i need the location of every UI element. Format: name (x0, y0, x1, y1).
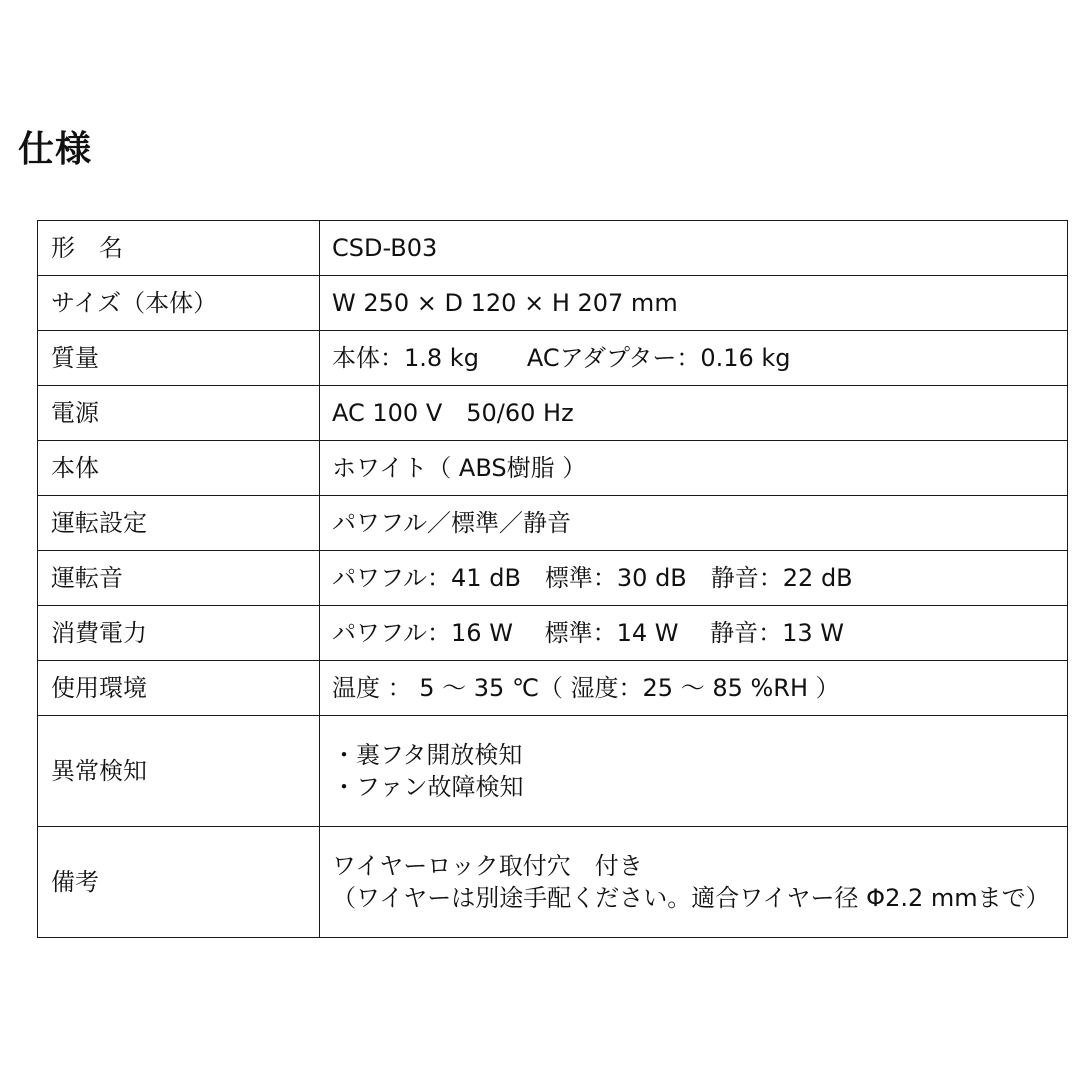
spec-row-environment (38, 661, 1068, 716)
spec-label: 備考 (38, 827, 320, 938)
spec-value: AC 100 V 50/60 Hz (320, 386, 1068, 441)
spec-label: 質量 (38, 331, 320, 386)
abnormal-item: ・裏フタ開放検知 (332, 741, 523, 769)
spec-label: 運転設定 (38, 496, 320, 551)
spec-table (37, 220, 1068, 938)
spec-row-noise (38, 551, 1068, 606)
spec-value: パワフル：16 W 標準：14 W 静音：13 W (320, 606, 1068, 661)
spec-row-weight (38, 331, 1068, 386)
spec-row-size (38, 276, 1068, 331)
spec-value (320, 716, 1068, 827)
spec-row-abnormal-detection (38, 716, 1068, 827)
spec-value: CSD-B03 (320, 221, 1068, 276)
abnormal-item: ・ファン故障検知 (332, 773, 524, 801)
spec-row-model (38, 221, 1068, 276)
note-line: （ワイヤーは別途手配ください。適合ワイヤー径 Φ2.2 mmまで） (332, 884, 1050, 912)
page-title: 仕様 (18, 129, 93, 170)
spec-label: 使用環境 (38, 661, 320, 716)
spec-label: 形 名 (38, 221, 320, 276)
spec-row-power-consumption (38, 606, 1068, 661)
spec-row-notes (38, 827, 1068, 938)
spec-value: パワフル／標準／静音 (320, 496, 1068, 551)
spec-row-power-source (38, 386, 1068, 441)
spec-value: パワフル：41 dB 標準：30 dB 静音：22 dB (320, 551, 1068, 606)
spec-value (320, 827, 1068, 938)
spec-label: 異常検知 (38, 716, 320, 827)
spec-label: 運転音 (38, 551, 320, 606)
spec-value: ホワイト（ ABS樹脂 ） (320, 441, 1068, 496)
spec-row-body (38, 441, 1068, 496)
spec-label: サイズ（本体） (38, 276, 320, 331)
spec-value: 温度 ： 5 ～ 35 ℃（ 湿度：25 ～ 85 %RH ） (320, 661, 1068, 716)
spec-value: 本体：1.8 kg ACアダプター：0.16 kg (320, 331, 1068, 386)
spec-value: W 250 × D 120 × H 207 mm (320, 276, 1068, 331)
spec-label: 消費電力 (38, 606, 320, 661)
note-line: ワイヤーロック取付穴 付き (332, 852, 643, 880)
spec-label: 電源 (38, 386, 320, 441)
spec-label: 本体 (38, 441, 320, 496)
spec-row-operation-mode (38, 496, 1068, 551)
